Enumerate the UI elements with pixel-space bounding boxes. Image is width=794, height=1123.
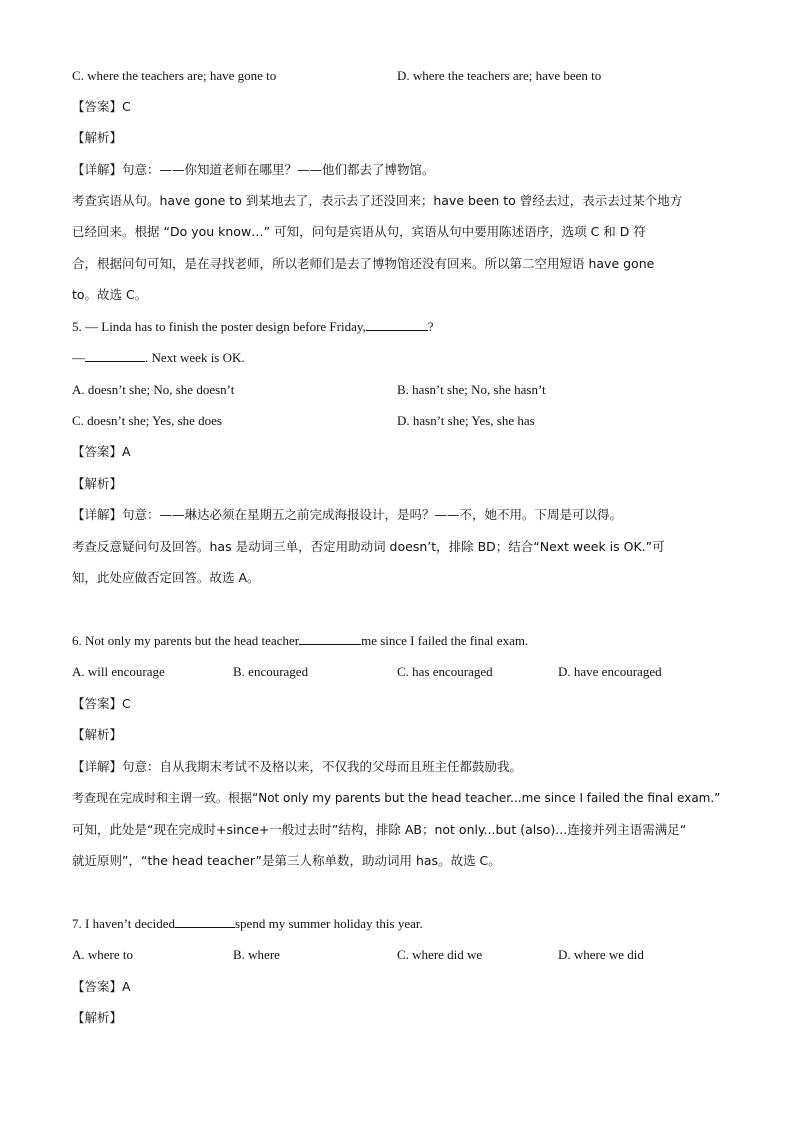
q7-option-c: C. where did we [397,947,483,962]
q6-blank [299,632,361,645]
q7-answer: 【答案】A [72,979,131,994]
q6-detail-line-2: 考查现在完成时和主谓一致。根据“Not only my parents but the head teacher...me since I failed the final exam.” [72,791,721,805]
q4-detail-line-3: 已经回来。根据 “Do you know…” 可知，问句是宾语从句，宾语从句中要用陈述语序，选项 C 和 D 符 [72,224,646,239]
q6-detail-line-4: 就近原则”，“the head teacher”是第三人称单数，助动词用 has。故选 C。 [72,853,501,868]
q5-stem [72,318,434,336]
q5-stem-text: 5. — Linda has to finish the poster design before Friday, [72,319,366,334]
q6-detail-line-1: 【详解】句意：自从我期末考试不及格以来，不仅我的父母而且班主任都鼓励我。 [72,759,523,774]
q7-option-a: A. where to [72,947,134,962]
q5-answer: 【答案】A [72,444,131,459]
q5-option-a: A. doesn’t she; No, she doesn’t [72,382,235,397]
q4-detail-line-4: 合，根据问句可知，是在寻找老师，所以老师们是去了博物馆还没有回来。所以第二空用短语 have gone [72,256,655,271]
q7-stem-end: spend my summer holiday this year. [235,916,423,931]
q7-analysis-label: 【解析】 [72,1010,123,1025]
q5-detail-line-1: 【详解】句意：——琳达必须在星期五之前完成海报设计，是吗？——不，她不用。下周是可以得。 [72,507,623,522]
q5-detail-line-2: 考查反意疑问句及回答。has 是动词三单，否定用助动词 doesn’t，排除 BD；结合“Next week is OK.”可 [72,539,665,554]
q5-analysis-label: 【解析】 [72,476,123,491]
q5-response [72,349,245,367]
q6-stem [72,632,528,650]
q4-detail-line-1: 【详解】句意：——你知道老师在哪里？——他们都去了博物馆。 [72,162,435,177]
q6-analysis-label: 【解析】 [72,727,123,742]
q7-stem [72,915,423,933]
q5-response-text: . Next week is OK. [145,350,245,365]
q4-option-d: D. where the teachers are; have been to [397,68,602,83]
q6-option-a: A. will encourage [72,664,165,679]
q5-detail-line-3: 知，此处应做否定回答。故选 A。 [72,570,260,585]
q4-option-c: C. where the teachers are; have gone to [72,68,277,83]
q6-stem-text: 6. Not only my parents but the head teacher [72,633,300,648]
q5-option-b: B. hasn’t she; No, she hasn’t [397,382,546,397]
q6-option-b: B. encouraged [233,664,309,679]
q7-stem-text: 7. I haven’t decided [72,916,175,931]
q5-option-c: C. doesn’t she; Yes, she does [72,413,222,428]
q6-stem-end: me since I failed the final exam. [361,633,529,648]
q6-option-d: D. have encouraged [558,664,662,679]
q5-blank-1 [366,318,428,331]
q7-option-d: D. where we did [558,947,644,962]
q4-detail-line-2: 考查宾语从句。have gone to 到某地去了，表示去了还没回来；have been to 曾经去过，表示去过某个地方 [72,193,683,208]
q4-analysis-label: 【解析】 [72,130,123,145]
q5-blank-2 [85,349,145,362]
q4-answer: 【答案】C [72,99,131,114]
q6-option-c: C. has encouraged [397,664,493,679]
q6-detail-line-3: 可知，此处是“现在完成时+since+一般过去时”结构，排除 AB；not only...but (also)...连接并列主语需满足“ [72,822,687,837]
q4-detail-line-5: to。故选 C。 [72,287,148,302]
q5-response-dash: — [72,350,85,365]
q5-option-d: D. hasn’t she; Yes, she has [397,413,535,428]
q6-answer: 【答案】C [72,696,131,711]
q5-stem-end: ? [427,319,434,334]
q7-option-b: B. where [233,947,280,962]
q7-blank [175,915,235,928]
